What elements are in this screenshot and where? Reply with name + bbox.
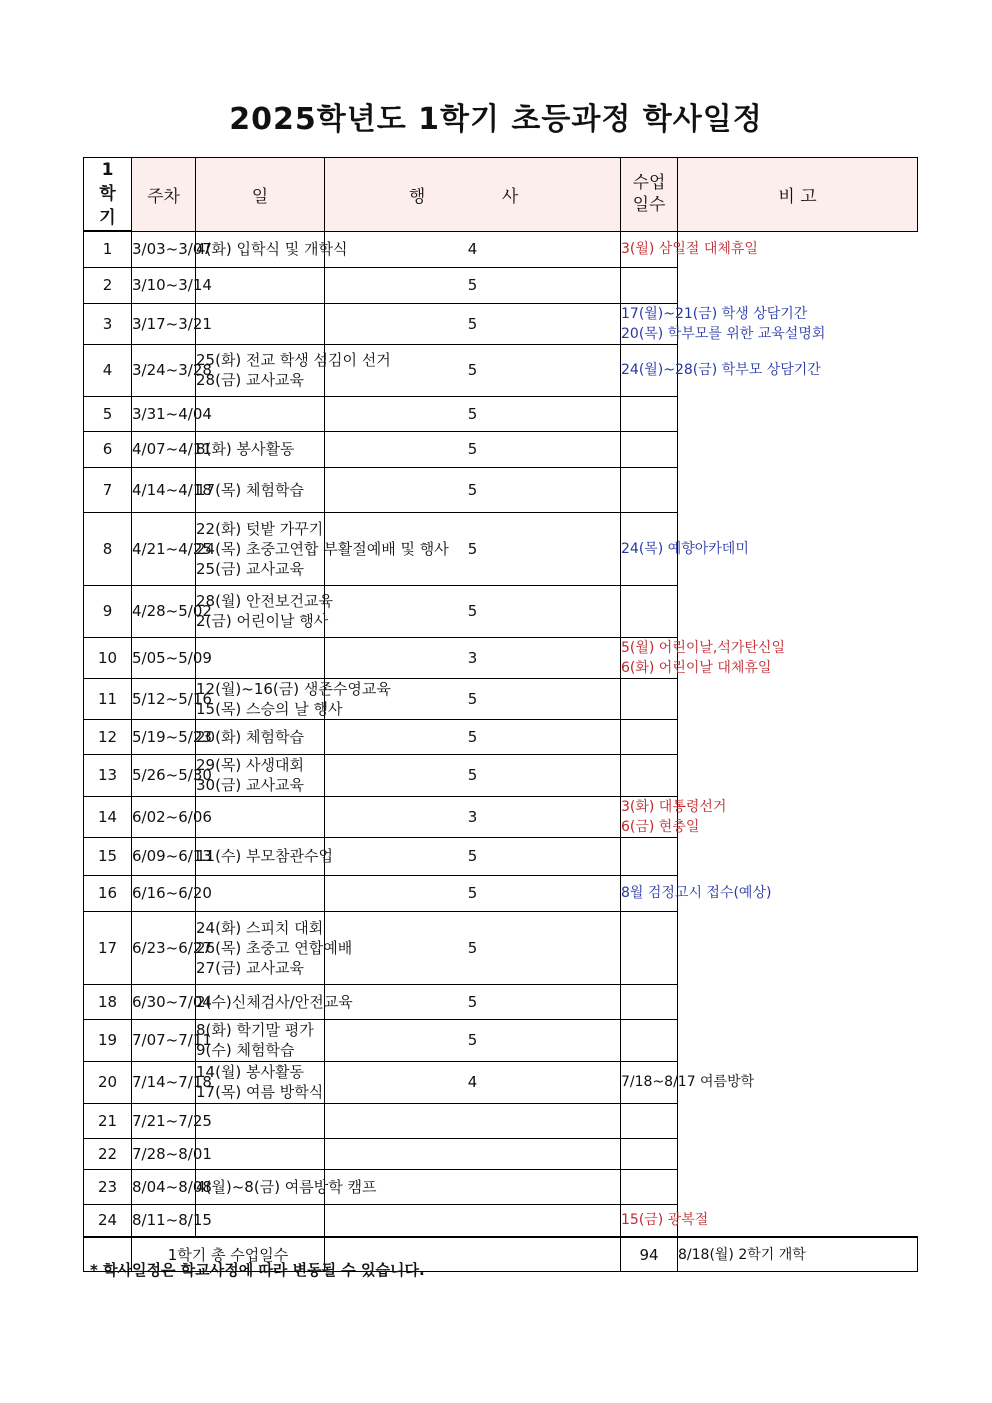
days-cell: 5 xyxy=(325,585,621,637)
event-cell xyxy=(196,837,333,875)
days-cell: 5 xyxy=(325,1019,621,1061)
note-line: 3(월) 삼일절 대체휴일 xyxy=(621,241,758,257)
note-line: 15(금) 광복절 xyxy=(621,1212,709,1229)
days-cell: 5 xyxy=(325,719,621,754)
table-row xyxy=(84,585,918,637)
date-cell: 3/10~3/14 xyxy=(132,267,196,303)
header-row xyxy=(84,158,918,232)
semester-cell xyxy=(84,158,132,232)
semester-label: 1 학 기 xyxy=(99,160,116,228)
days-cell: 5 xyxy=(325,754,621,796)
event-line: 2(수)신체검사/안전교육 xyxy=(196,992,353,1011)
note-line: 17(월)~21(금) 학생 상담기간 xyxy=(621,305,808,322)
week-cell: 5 xyxy=(84,396,132,431)
total-note: 8/18(월) 2학기 개학 xyxy=(678,1237,918,1272)
event-line: 30(금) 교사교육 xyxy=(196,776,305,794)
event-line: 4(월)~8(금) 여름방학 캠프 xyxy=(196,1177,377,1196)
event-line: 4(화) 입학식 및 개학식 xyxy=(196,240,348,258)
event-cell xyxy=(196,719,325,754)
note-cell xyxy=(621,754,678,796)
date-cell: 7/21~7/25 xyxy=(132,1103,196,1138)
note-cell xyxy=(621,1138,678,1169)
note-cell xyxy=(621,512,749,585)
date-cell: 5/05~5/09 xyxy=(132,637,196,678)
week-cell: 11 xyxy=(84,678,132,719)
event-line: 25(화) 전교 학생 섬김이 선거 xyxy=(196,351,391,369)
week-cell: 20 xyxy=(84,1061,132,1103)
week-cell: 12 xyxy=(84,719,132,754)
week-cell: 17 xyxy=(84,911,132,984)
event-cell xyxy=(196,875,325,911)
header-days: 수업 일수 xyxy=(621,158,678,232)
event-line: 22(화) 텃밭 가꾸기 xyxy=(196,519,324,538)
note-cell xyxy=(621,303,826,344)
event-cell xyxy=(196,1019,325,1061)
date-cell: 5/26~5/30 xyxy=(132,754,196,796)
note-line: 7/18~8/17 여름방학 xyxy=(621,1074,755,1090)
event-cell xyxy=(196,303,325,344)
table-row xyxy=(84,1061,918,1103)
event-line: 24(목) 초중고연합 부활절예배 및 행사 xyxy=(196,539,449,558)
note-cell xyxy=(621,1204,709,1237)
note-cell xyxy=(621,837,678,875)
days-cell: 5 xyxy=(325,678,621,719)
event-cell xyxy=(196,344,391,396)
week-cell: 16 xyxy=(84,875,132,911)
week-cell: 3 xyxy=(84,303,132,344)
note-cell xyxy=(621,344,821,396)
event-cell xyxy=(196,467,325,512)
week-cell: 14 xyxy=(84,796,132,837)
date-cell: 5/19~5/23 xyxy=(132,719,196,754)
event-cell xyxy=(196,431,325,467)
note-cell xyxy=(621,1061,755,1103)
header-event-label: 행 사 xyxy=(408,186,537,207)
date-cell: 6/16~6/20 xyxy=(132,875,196,911)
week-cell: 23 xyxy=(84,1169,132,1204)
date-cell: 3/31~4/04 xyxy=(132,396,196,431)
event-line: 26(목) 초중고 연합예배 xyxy=(196,938,353,957)
date-cell: 6/09~6/13 xyxy=(132,837,196,875)
note-cell xyxy=(621,1103,678,1138)
week-cell: 18 xyxy=(84,984,132,1019)
event-line: 20(화) 체험학습 xyxy=(196,727,305,746)
event-line: 2(금) 어린이날 행사 xyxy=(196,612,329,630)
event-line: 8(화) 학기말 평가 xyxy=(196,1021,314,1039)
table-row xyxy=(84,911,918,984)
days-cell: 5 xyxy=(325,467,621,512)
event-cell xyxy=(196,1138,325,1169)
event-line: 29(목) 사생대회 xyxy=(196,756,305,774)
days-cell: 3 xyxy=(325,796,621,837)
table-row xyxy=(84,267,918,303)
table-row xyxy=(84,512,918,585)
table-row xyxy=(84,1204,918,1237)
note-cell xyxy=(621,984,678,1019)
days-cell: 5 xyxy=(325,303,621,344)
week-cell: 7 xyxy=(84,467,132,512)
event-line: 17(목) 여름 방학식 xyxy=(196,1083,324,1101)
days-cell: 5 xyxy=(325,344,621,396)
date-cell: 6/23~6/27 xyxy=(132,911,196,984)
note-line: 5(월) 어린이날,석가탄신일 xyxy=(621,639,785,656)
page-title: 2025학년도 1학기 초등과정 학사일정 xyxy=(229,102,763,137)
table-row xyxy=(84,678,918,719)
header-note: 비 고 xyxy=(678,158,918,232)
event-line: 27(금) 교사교육 xyxy=(196,958,305,977)
header-week: 주차 xyxy=(132,158,196,232)
note-cell xyxy=(621,911,678,984)
note-cell xyxy=(621,719,678,754)
days-cell: 5 xyxy=(325,512,621,585)
date-cell: 7/28~8/01 xyxy=(132,1138,196,1169)
table-row xyxy=(84,1103,918,1138)
event-line: 24(화) 스피치 대회 xyxy=(196,918,324,937)
date-cell: 7/14~7/18 xyxy=(132,1061,196,1103)
event-line: 28(금) 교사교육 xyxy=(196,371,305,389)
event-cell xyxy=(196,911,353,984)
note-line: 24(목) 예향아카데미 xyxy=(621,540,749,557)
note-cell xyxy=(621,637,785,678)
note-line: 3(화) 대통령선거 xyxy=(621,798,727,815)
note-line: 8월 검정고시 접수(예상) xyxy=(621,885,772,901)
days-cell: 5 xyxy=(325,267,621,303)
note-line: 6(금) 현충일 xyxy=(621,818,700,835)
event-cell xyxy=(196,512,449,585)
days-cell xyxy=(325,1204,621,1237)
days-cell: 3 xyxy=(325,637,621,678)
week-cell: 2 xyxy=(84,267,132,303)
event-cell xyxy=(196,1061,325,1103)
date-cell: 3/24~3/28 xyxy=(132,344,196,396)
event-line: 12(월)~16(금) 생존수영교육 xyxy=(196,679,391,698)
event-cell xyxy=(196,637,325,678)
date-cell: 3/03~3/07 xyxy=(132,231,196,267)
date-cell: 4/07~4/11 xyxy=(132,431,196,467)
table-row xyxy=(84,837,918,875)
event-cell xyxy=(196,1204,325,1237)
event-line: 8(화) 봉사활동 xyxy=(196,440,295,458)
event-line: 14(월) 봉사활동 xyxy=(196,1063,305,1081)
event-line: 28(월) 안전보건교육 xyxy=(196,592,333,610)
table-row xyxy=(84,984,918,1019)
days-cell: 5 xyxy=(325,396,621,431)
event-cell xyxy=(196,1169,377,1204)
event-cell xyxy=(196,396,325,431)
table-row xyxy=(84,875,918,911)
note-cell xyxy=(621,678,678,719)
week-cell: 15 xyxy=(84,837,132,875)
event-cell xyxy=(196,1103,325,1138)
table-row xyxy=(84,719,918,754)
schedule-table xyxy=(83,157,918,1272)
week-cell: 21 xyxy=(84,1103,132,1138)
header-date: 일 xyxy=(196,158,325,232)
event-cell xyxy=(196,267,325,303)
days-cell xyxy=(325,1138,621,1169)
event-line: 17(목) 체험학습 xyxy=(196,480,305,499)
date-cell: 5/12~5/16 xyxy=(132,678,196,719)
days-cell: 5 xyxy=(325,431,621,467)
note-cell xyxy=(621,585,678,637)
table-row xyxy=(84,431,918,467)
footnote: * 학사일정은 학교사정에 따라 변동될 수 있습니다. xyxy=(90,1261,425,1279)
event-cell xyxy=(196,796,325,837)
event-line: 15(목) 스승의 날 행사 xyxy=(196,699,343,718)
note-cell xyxy=(621,1019,678,1061)
week-cell: 22 xyxy=(84,1138,132,1169)
week-cell: 8 xyxy=(84,512,132,585)
note-line: 20(목) 학부모를 위한 교육설명회 xyxy=(621,325,826,342)
note-cell xyxy=(621,231,758,267)
date-cell: 6/02~6/06 xyxy=(132,796,196,837)
event-cell xyxy=(196,984,353,1019)
event-line: 9(수) 체험학습 xyxy=(196,1041,295,1059)
days-cell: 4 xyxy=(325,231,621,267)
week-cell: 19 xyxy=(84,1019,132,1061)
week-cell: 6 xyxy=(84,431,132,467)
date-cell: 8/04~8/08 xyxy=(132,1169,196,1204)
event-cell xyxy=(196,678,391,719)
date-cell: 6/30~7/04 xyxy=(132,984,196,1019)
table-row xyxy=(84,637,918,678)
days-cell: 4 xyxy=(325,1061,621,1103)
table-row xyxy=(84,467,918,512)
table-row xyxy=(84,796,918,837)
date-cell: 3/17~3/21 xyxy=(132,303,196,344)
table-row xyxy=(84,396,918,431)
note-cell xyxy=(621,431,678,467)
days-cell: 5 xyxy=(325,837,621,875)
date-cell: 7/07~7/11 xyxy=(132,1019,196,1061)
table-row xyxy=(84,303,918,344)
date-cell: 8/11~8/15 xyxy=(132,1204,196,1237)
table-row xyxy=(84,754,918,796)
note-cell xyxy=(621,875,772,911)
days-cell: 5 xyxy=(325,911,621,984)
days-cell: 5 xyxy=(325,984,621,1019)
note-cell xyxy=(621,796,727,837)
note-cell xyxy=(621,1169,678,1204)
event-cell xyxy=(196,231,348,267)
table-row xyxy=(84,1169,918,1204)
days-cell xyxy=(325,1103,621,1138)
event-cell xyxy=(196,585,333,637)
date-cell: 4/21~4/25 xyxy=(132,512,196,585)
week-cell: 4 xyxy=(84,344,132,396)
total-days: 94 xyxy=(621,1237,678,1272)
week-cell: 24 xyxy=(84,1204,132,1237)
event-line: 25(금) 교사교육 xyxy=(196,559,305,578)
note-cell xyxy=(621,467,678,512)
note-line: 6(화) 어린이날 대체휴일 xyxy=(621,659,772,676)
days-cell: 5 xyxy=(325,875,621,911)
total-label: 1학기 총 수업일수 xyxy=(132,1237,325,1272)
note-line: 24(월)~28(금) 학부모 상담기간 xyxy=(621,362,821,378)
week-cell: 10 xyxy=(84,637,132,678)
table-row xyxy=(84,344,918,396)
event-line: 11(수) 부모참관수업 xyxy=(196,847,333,865)
week-cell: 13 xyxy=(84,754,132,796)
table-row xyxy=(84,231,918,267)
note-cell xyxy=(621,267,678,303)
date-cell: 4/14~4/18 xyxy=(132,467,196,512)
date-cell: 4/28~5/02 xyxy=(132,585,196,637)
note-cell xyxy=(621,396,678,431)
table-row xyxy=(84,1019,918,1061)
table-row xyxy=(84,1138,918,1169)
event-cell xyxy=(196,754,325,796)
week-cell: 9 xyxy=(84,585,132,637)
header-event xyxy=(325,158,621,232)
week-cell: 1 xyxy=(84,231,132,267)
